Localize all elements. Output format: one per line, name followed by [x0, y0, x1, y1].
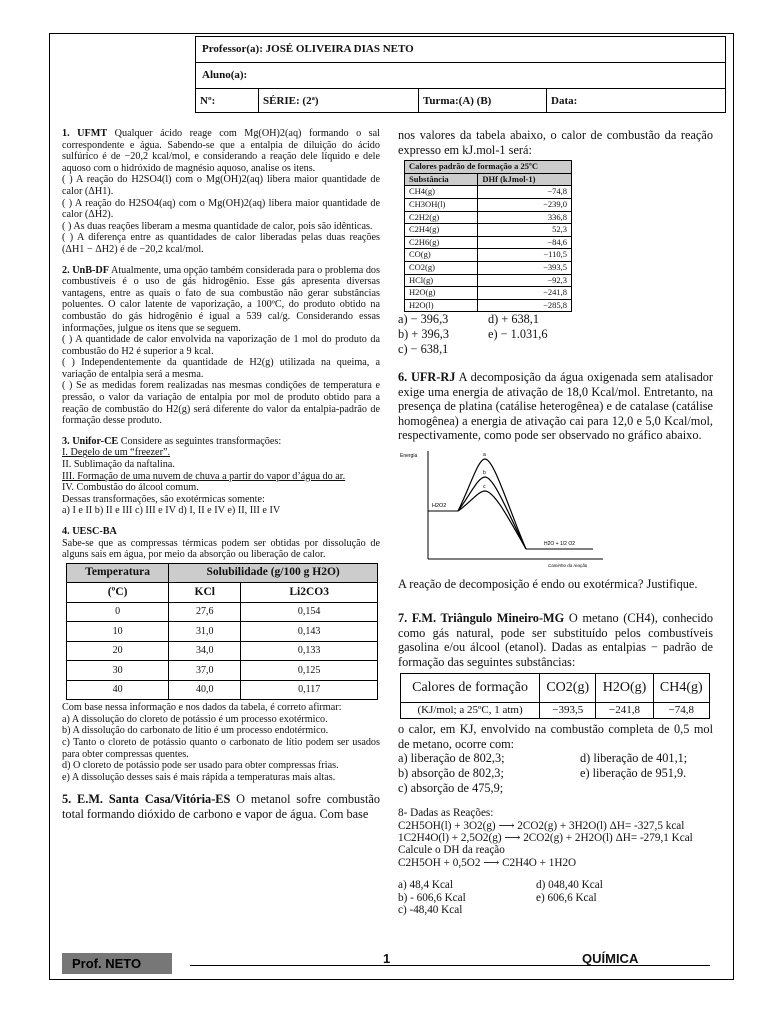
table-row — [405, 274, 572, 287]
formation-heat-table — [404, 160, 572, 312]
option: b) - 606,6 Kcal — [398, 891, 466, 904]
question-3-text: Considere as seguintes transformações: — [120, 435, 282, 447]
option: a) liberação de 802,3; — [398, 751, 505, 766]
question-1-number: 1. UFMT — [62, 128, 108, 139]
table-cell: 0,133 — [241, 641, 378, 661]
table-cell: 0,143 — [241, 622, 378, 642]
question-2-number: 2. UnB-DF — [62, 264, 109, 276]
option: a) − 396,3 — [398, 312, 449, 327]
table-header: KCl — [169, 583, 241, 603]
table-cell: CO2(g) — [405, 261, 478, 274]
table-row — [405, 299, 572, 312]
right-column — [398, 128, 713, 916]
question-1 — [62, 128, 380, 256]
question-4-after: Com base nessa informação e nos dados da tabela, é correto afirmar: — [62, 702, 342, 714]
option: d) + 638,1 — [488, 312, 539, 327]
reaction-3: C2H5OH + 0,5O2 ⟶ C2H4O + 1H2O — [398, 856, 577, 869]
option: c) − 638,1 — [398, 341, 449, 356]
question-3-item: Dessas transformações, são exotérmicas somente: — [62, 493, 265, 505]
table-cell: H2O(g) — [405, 287, 478, 300]
reaction-2: 1C2H4O(l) + 2,5O2(g) ⟶ 2CO2(g) + 2H2O(l) ΔH= -279,1 Kcal — [398, 832, 693, 844]
question-1-item: ( ) A diferença entre as quantidades de calor liberadas pelas duas reações (ΔH1 − ΔH2) é de −20,2 kcal/mol. — [62, 232, 380, 255]
question-4-item: d) O cloreto de potássio pode ser usado para obter compressas frias. — [62, 760, 339, 772]
question-1-item: ( ) A reação do H2SO4(aq) com o Mg(OH)2(aq) libera maior quantidade de calor (ΔH2). — [62, 197, 380, 221]
table-row — [405, 211, 572, 224]
question-6-prompt: A reação de decomposição é endo ou exotérmica? Justifique. — [398, 576, 698, 591]
table-row — [67, 680, 378, 700]
question-1-item: ( ) A reação do H2SO4(l) com o Mg(OH)2(aq) libera maior quantidade de calor (ΔH1). — [62, 174, 380, 197]
date-label: Data: — [546, 89, 725, 113]
table-cell: 31,0 — [169, 622, 241, 642]
footer-teacher: Prof. NETO — [62, 953, 172, 974]
table-cell: CH3OH(l) — [405, 198, 478, 211]
question-4-item: b) A dissolução do carbonato de lítio é um processo endotérmico. — [62, 725, 329, 737]
table-row — [67, 622, 378, 642]
question-3-options: a) I e II b) II e III c) III e IV d) I, II e IV e) II, III e IV — [62, 505, 281, 517]
series-label: SÉRIE: (2ª) — [258, 89, 418, 113]
table-cell: −84,6 — [478, 236, 572, 249]
table-cell: 336,8 — [478, 211, 572, 224]
professor-label: Professor(a): JOSÉ OLIVEIRA DIAS NETO — [202, 43, 414, 55]
header-box — [195, 36, 726, 113]
option: b) + 396,3 — [398, 326, 449, 341]
table-cell: CH4(g) — [405, 186, 478, 199]
curve-a — [458, 459, 526, 549]
product-label: H2O + 1/2 O2 — [544, 541, 575, 548]
table-cell: −110,5 — [478, 249, 572, 262]
question-4-item: c) Tanto o cloreto de potássio quanto o carbonato de lítio podem ser usados para obter compressas quentes. — [62, 737, 380, 760]
question-4-text: Sabe-se que as compressas térmicas podem ser obtidas por dissolução de alguns sais em água, por meio da absorção ou liberação de calor. — [62, 537, 380, 561]
table-cell: −393,5 — [478, 261, 572, 274]
table-header: Calores de formação — [401, 673, 540, 702]
table-cell: C2H4(g) — [405, 224, 478, 237]
table-cell: HCl(g) — [405, 274, 478, 287]
table-header: Li2CO3 — [241, 583, 378, 603]
table-cell: (KJ/mol; a 25ºC, 1 atm) — [401, 702, 540, 719]
table-header: Substância — [405, 173, 478, 186]
table-cell: 20 — [67, 641, 169, 661]
question-1-text: Qualquer ácido reage com Mg(OH)2(aq) formando o sal correspondente e água. Sabendo-se que a entalpia de diluição do ácido sulfúrico é de −20,2 kcal/mol, e considerando a reação dele líquido e dele aquoso com o hidróxido de magnésio aquoso, analise os itens. — [62, 128, 380, 174]
enthalpy-table — [400, 673, 710, 720]
table-row — [405, 261, 572, 274]
question-3-number: 3. Unifor-CE — [62, 435, 119, 447]
option: c) absorção de 475,9; — [398, 780, 504, 795]
table-cell: C2H2(g) — [405, 211, 478, 224]
table-header: CO2(g) — [540, 673, 596, 702]
table-row — [67, 661, 378, 681]
table-cell: 27,6 — [169, 602, 241, 622]
question-3-item: II. Sublimação da naftalina. — [62, 459, 175, 471]
question-2-item: ( ) A quantidade de calor envolvida na vaporização de 1 mol do produto da combustão do H2 é superior a 9 kcal. — [62, 334, 380, 357]
table-cell: 37,0 — [169, 661, 241, 681]
question-5-continued: nos valores da tabela abaixo, o calor de combustão da reação expresso em kJ.mol-1 será: — [398, 128, 713, 157]
table-cell: C2H6(g) — [405, 236, 478, 249]
left-column — [62, 128, 380, 822]
question-7 — [398, 611, 713, 669]
table-cell: 52,3 — [478, 224, 572, 237]
question-4-number: 4. UESC-BA — [62, 526, 117, 537]
x-axis-label: Caminho da reação — [548, 563, 588, 569]
table-cell: 0,125 — [241, 661, 378, 681]
table-cell: 34,0 — [169, 641, 241, 661]
class-label: Turma:(A) (B) — [418, 89, 546, 113]
table-header: Solubilidade (g/100 g H2O) — [169, 563, 378, 583]
question-7-text: O metano (CH4), conhecido como gás natural, pode ser substituído pelos combustíveis gasolina e/ou álcool (etanol). Dadas as entalpias − padrão de formação das seguintes substâncias: — [398, 611, 714, 670]
y-axis-label: Energia — [400, 453, 418, 460]
number-label: Nº: — [200, 95, 216, 107]
table-row — [405, 236, 572, 249]
question-3-item: III. Formação de uma nuvem de chuva a partir do vapor d’água do ar. — [62, 470, 346, 482]
question-3-item: I. Degelo de um “freezer”. — [62, 447, 171, 459]
option: d) 048,40 Kcal — [536, 879, 603, 892]
table-header: (ºC) — [67, 583, 169, 603]
question-2-item: ( ) Se as medidas forem realizadas nas mesmas condições de temperatura e pressão, o valor da variação de entalpia por mol de produto obtido para a reação de combustão do H2(g) será diferente do valor da entalpia-padrão de formação desse produto. — [62, 380, 380, 427]
option: d) liberação de 401,1; — [580, 751, 688, 766]
question-6 — [398, 370, 713, 443]
question-5-text: O metanol sofre combustão total formando dióxido de carbono e vapor de água. Com base — [62, 792, 380, 822]
question-2-item: ( ) Independentemente da quantidade de H2(g) utilizada na queima, a variação de entalpia será a mesma. — [62, 357, 380, 380]
table-row — [67, 602, 378, 622]
question-8-number: 8- Dadas as Reações: — [398, 807, 494, 820]
table-cell: H2O(l) — [405, 299, 478, 312]
table-row — [405, 198, 572, 211]
question-7-number: 7. F.M. Triângulo Mineiro-MG — [398, 611, 565, 626]
table-cell: 40,0 — [169, 680, 241, 700]
question-3-item: IV. Combustão do álcool comum. — [62, 482, 199, 494]
question-5 — [62, 792, 380, 821]
reaction-1: C2H5OH(l) + 3O2(g) ⟶ 2CO2(g) + 3H2O(l) ΔH= -327,5 kcal — [398, 819, 685, 832]
footer-subject: QUÍMICA — [582, 951, 639, 966]
page-number: 1 — [383, 951, 391, 966]
question-6-text: A decomposição da água oxigenada sem atalisador exige uma energia de ativação de 18,0 Kcal/mol. Entretanto, na presença de platina (catálise heterogênea) e de catalase (catálise homogênea) a energia de ativação cai para 12,0 e 5,0 Kcal/mol, respectivamente, como pode ser observado no gráfico abaixo. — [398, 370, 713, 443]
option: b) absorção de 802,3; — [398, 766, 504, 780]
table-cell: 40 — [67, 680, 169, 700]
solubility-table — [66, 563, 378, 701]
curve-c — [458, 491, 526, 549]
table-row — [405, 249, 572, 262]
table-cell: 0 — [67, 602, 169, 622]
energy-diagram — [398, 447, 608, 569]
table-row — [405, 186, 572, 199]
table-cell: −393,5 — [540, 702, 596, 719]
question-4 — [62, 526, 380, 783]
table-header: Temperatura — [67, 563, 169, 583]
option: a) 48,4 Kcal — [398, 879, 453, 892]
table-header: H2O(g) — [596, 673, 653, 702]
question-5-number: 5. E.M. Santa Casa/Vitória-ES — [62, 792, 231, 807]
question-2 — [62, 265, 380, 427]
question-3 — [62, 436, 380, 517]
student-label: Aluno(a): — [202, 69, 248, 81]
table-cell: 0,154 — [241, 602, 378, 622]
table-cell: −74,8 — [478, 186, 572, 199]
question-4-item: a) A dissolução do cloreto de potássio é um processo exotérmico. — [62, 713, 328, 725]
table-cell: −241,8 — [596, 702, 653, 719]
option: e) 606,6 Kcal — [536, 891, 597, 904]
question-7-options — [398, 751, 713, 795]
curve-a-label: a — [483, 452, 486, 459]
question-8 — [398, 807, 713, 916]
table-cell: −239,0 — [478, 198, 572, 211]
table-cell: 10 — [67, 622, 169, 642]
table-cell: CO(g) — [405, 249, 478, 262]
question-4-item: e) A dissolução desses sais é mais rápida a temperaturas mais altas. — [62, 771, 336, 783]
reactant-label: H2O2 — [432, 503, 447, 510]
question-8-ask: Calcule o DH da reação — [398, 844, 505, 857]
question-6-number: 6. UFR-RJ — [398, 370, 456, 385]
table-cell: 0,117 — [241, 680, 378, 700]
table-header: CH4(g) — [653, 673, 709, 702]
table-row — [405, 287, 572, 300]
question-5-options — [398, 312, 713, 356]
table-row — [67, 641, 378, 661]
table-cell: −285,8 — [478, 299, 572, 312]
table-row — [405, 224, 572, 237]
option: e) liberação de 951,9. — [580, 766, 687, 780]
table-header: DHf (kJmol-1) — [478, 173, 572, 186]
curve-c-label: c — [483, 484, 486, 491]
table-cell: 30 — [67, 661, 169, 681]
table-title: Calores padrão de formação a 25ºC — [405, 161, 572, 174]
option: e) − 1.031,6 — [488, 326, 548, 341]
question-1-item: ( ) As duas reações liberam a mesma quantidade de calor, pois são idênticas. — [62, 220, 373, 232]
question-2-text: Atualmente, uma opção também considerada para o problema dos combustíveis é o uso de gás hidrogênio. Esse gás apresenta diversas vantagens, entre as quais o fato de sua combustão não gerar substâncias poluentes. O calor latente de vaporização, a 100ºC, do produto obtido na combustão do gás hidrogênio é igual a 539 cal/g. Considerando essas informações, julgue os itens que se seguem. — [62, 264, 380, 334]
question-7-after: o calor, em KJ, envolvido na combustão completa de 0,5 mol de metano, ocorre com: — [398, 722, 713, 751]
table-cell: −74,8 — [653, 702, 709, 719]
option: c) -48,40 Kcal — [398, 904, 463, 917]
curve-b-label: b — [483, 470, 486, 477]
table-cell: −92,3 — [478, 274, 572, 287]
table-cell: −241,8 — [478, 287, 572, 300]
